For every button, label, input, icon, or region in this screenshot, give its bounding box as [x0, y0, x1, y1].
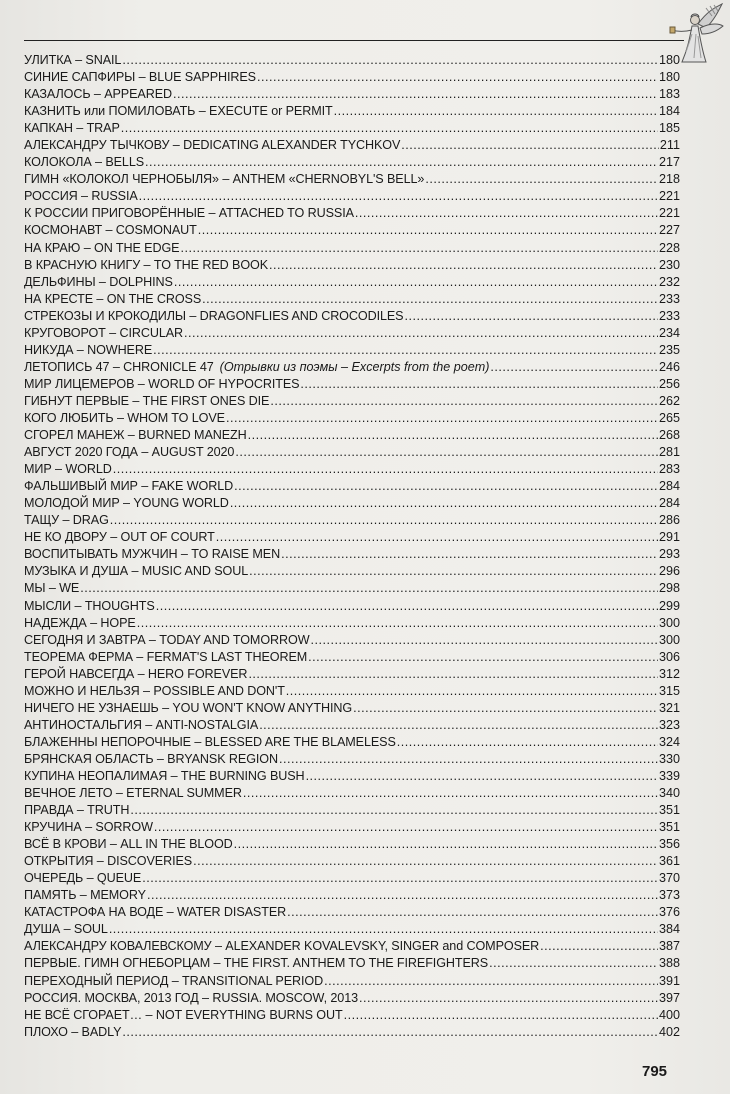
- toc-dot-leader: [226, 410, 658, 427]
- toc-dot-leader: [257, 69, 658, 86]
- toc-entry-title: МЫ – WE: [24, 581, 80, 596]
- toc-entry: [24, 973, 680, 990]
- toc-entry-page: 298: [658, 581, 680, 596]
- toc-entry-title: СЕГОДНЯ И ЗАВТРА – TODAY AND TOMORROW: [24, 632, 310, 647]
- toc-entry: [24, 512, 680, 529]
- toc-dot-leader: [355, 205, 658, 222]
- toc-entry: [24, 52, 680, 69]
- toc-entry-title: ГИМН «КОЛОКОЛ ЧЕРНОБЫЛЯ» – ANTHEM «CHERNOBYL'S BELL»: [24, 172, 425, 187]
- toc-dot-leader: [404, 308, 658, 325]
- toc-entry-page: 281: [658, 445, 680, 460]
- toc-entry-title: НИЧЕГО НЕ УЗНАЕШЬ – YOU WON'T KNOW ANYTHING: [24, 700, 353, 715]
- toc-entry-title: АВГУСТ 2020 ГОДА – AUGUST 2020: [24, 445, 235, 460]
- toc-entry-title: ФАЛЬШИВЫЙ МИР – FAKE WORLD: [24, 479, 234, 494]
- toc-entry-title: КОЛОКОЛА – BELLS: [24, 155, 145, 170]
- toc-entry-title: РОССИЯ – RUSSIA: [24, 189, 138, 204]
- toc-entry-title: СГОРЕЛ МАНЕЖ – BURNED MANEZH: [24, 428, 247, 443]
- toc-entry: [24, 802, 680, 819]
- toc-entry: [24, 717, 680, 734]
- toc-entry: [24, 632, 680, 649]
- toc-dot-leader: [311, 632, 658, 649]
- toc-entry-page: 262: [658, 393, 680, 408]
- toc-dot-leader: [235, 444, 658, 461]
- toc-entry-page: 185: [658, 121, 680, 136]
- toc-entry-title: ОЧЕРЕДЬ – QUEUE: [24, 871, 142, 886]
- toc-dot-leader: [139, 188, 658, 205]
- toc-dot-leader: [490, 359, 658, 376]
- toc-dot-leader: [248, 666, 658, 683]
- toc-entry: [24, 615, 680, 632]
- toc-entry: [24, 836, 680, 853]
- toc-entry-title: ВОСПИТЫВАТЬ МУЖЧИН – TO RAISE MEN: [24, 547, 281, 562]
- toc-entry: [24, 478, 680, 495]
- toc-entry: [24, 529, 680, 546]
- toc-entry: [24, 495, 680, 512]
- toc-entry-page: 227: [658, 223, 680, 238]
- toc-dot-leader: [287, 904, 658, 921]
- toc-entry-page: 384: [658, 922, 680, 937]
- toc-entry-page: 228: [658, 240, 680, 255]
- toc-entry-title: К РОССИИ ПРИГОВОРЁННЫЕ – ATTACHED TO RUSSIA: [24, 206, 354, 221]
- toc-entry-title: БЛАЖЕННЫ НЕПОРОЧНЫЕ – BLESSED ARE THE BLAMELESS: [24, 734, 396, 749]
- toc-dot-leader: [540, 938, 658, 955]
- toc-entry-title: КОГО ЛЮБИТЬ – WHOM TO LOVE: [24, 410, 225, 425]
- toc-entry: [24, 188, 680, 205]
- toc-dot-leader: [230, 495, 658, 512]
- toc-entry-title: ТЕОРЕМА ФЕРМА – FERMAT'S LAST THEOREM: [24, 649, 308, 664]
- toc-dot-leader: [234, 836, 658, 853]
- toc-entry: [24, 1024, 680, 1041]
- toc-entry-page: 234: [658, 325, 680, 340]
- header-rule: [24, 40, 684, 41]
- toc-entry-page: 265: [658, 410, 680, 425]
- toc-entry-title: ПАМЯТЬ – MEMORY: [24, 888, 146, 903]
- toc-entry: [24, 700, 680, 717]
- toc-entry-title: МИР – WORLD: [24, 462, 112, 477]
- toc-dot-leader: [153, 342, 658, 359]
- toc-entry-page: 268: [658, 428, 680, 443]
- toc-entry-page: 230: [658, 257, 680, 272]
- toc-entry-page: 300: [658, 632, 680, 647]
- toc-entry-title: ГЕРОЙ НАВСЕГДА – HERO FOREVER: [24, 666, 248, 681]
- toc-dot-leader: [324, 973, 658, 990]
- toc-entry-page: 299: [658, 598, 680, 613]
- toc-entry-title: НАДЕЖДА – HOPE: [24, 615, 136, 630]
- toc-dot-leader: [202, 291, 658, 308]
- toc-entry-page: 246: [658, 359, 680, 374]
- toc-entry-title: НИКУДА – NOWHERE: [24, 342, 153, 357]
- toc-entry-page: 402: [658, 1024, 680, 1039]
- toc-entry-title: АЛЕКСАНДРУ КОВАЛЕВСКОМУ – ALEXANDER KOVALEVSKY, SINGER and COMPOSER: [24, 939, 540, 954]
- toc-dot-leader: [353, 700, 658, 717]
- toc-entry-page: 356: [658, 837, 680, 852]
- toc-entry-title: КАЗАЛОСЬ – APPEARED: [24, 87, 172, 102]
- toc-dot-leader: [216, 529, 658, 546]
- toc-entry-title: ПЛОХО – BADLY: [24, 1024, 122, 1039]
- toc-entry: [24, 359, 680, 376]
- toc-entry-title: НЕ КО ДВОРУ – OUT OF COURT: [24, 530, 215, 545]
- toc-dot-leader: [198, 222, 658, 239]
- toc-entry-title: ВЕЧНОЕ ЛЕТО – ETERNAL SUMMER: [24, 786, 242, 801]
- toc-dot-leader: [154, 819, 658, 836]
- toc-dot-leader: [234, 478, 658, 495]
- toc-entry: [24, 171, 680, 188]
- toc-entry-page: 233: [658, 308, 680, 323]
- toc-entry-title: ЛЕТОПИСЬ 47 – CHRONICLE 47: [24, 359, 214, 374]
- toc-entry: [24, 205, 680, 222]
- toc-entry-page: 300: [658, 615, 680, 630]
- toc-entry-page: 351: [658, 820, 680, 835]
- toc-entry-page: 211: [659, 138, 680, 153]
- toc-dot-leader: [110, 512, 658, 529]
- toc-entry: [24, 240, 680, 257]
- toc-entry-page: 388: [658, 956, 680, 971]
- toc-entry-title: КАЗНИТЬ или ПОМИЛОВАТЬ – EXECUTE or PERMIT: [24, 104, 333, 119]
- toc-entry: [24, 904, 680, 921]
- toc-entry-title: НА КРАЮ – ON THE EDGE: [24, 240, 180, 255]
- toc-entry-title: ПЕРВЫЕ. ГИМН ОГНЕБОРЦАМ – THE FIRST. ANTHEM TO THE FIREFIGHTERS: [24, 956, 489, 971]
- toc-entry: [24, 734, 680, 751]
- toc-dot-leader: [281, 546, 658, 563]
- toc-entry: [24, 819, 680, 836]
- toc-dot-leader: [173, 86, 658, 103]
- toc-entry-title: ПЕРЕХОДНЫЙ ПЕРИОД – TRANSITIONAL PERIOD: [24, 973, 324, 988]
- toc-entry-page: 296: [658, 564, 680, 579]
- toc-entry: [24, 410, 680, 427]
- toc-entry: [24, 86, 680, 103]
- toc-entry-title: ОТКРЫТИЯ – DISCOVERIES: [24, 854, 193, 869]
- toc-entry: [24, 887, 680, 904]
- toc-entry: [24, 444, 680, 461]
- toc-entry-page: 293: [658, 547, 680, 562]
- toc-entry-title: СТРЕКОЗЫ И КРОКОДИЛЫ – DRAGONFLIES AND CROCODILES: [24, 308, 404, 323]
- toc-entry-page: 387: [658, 939, 680, 954]
- toc-entry-page: 323: [658, 717, 680, 732]
- toc-dot-leader: [243, 785, 658, 802]
- toc-entry: [24, 785, 680, 802]
- table-of-contents: [24, 52, 680, 1041]
- toc-entry-page: 397: [658, 990, 680, 1005]
- toc-entry-page: 284: [658, 479, 680, 494]
- toc-entry-page: 391: [658, 973, 680, 988]
- toc-entry-page: 312: [658, 666, 680, 681]
- toc-dot-leader: [248, 427, 658, 444]
- toc-dot-leader: [344, 1007, 658, 1024]
- toc-entry-title: НА КРЕСТЕ – ON THE CROSS: [24, 291, 202, 306]
- page-number: 795: [642, 1063, 668, 1080]
- toc-dot-leader: [269, 257, 658, 274]
- toc-entry: [24, 376, 680, 393]
- toc-dot-leader: [359, 990, 658, 1007]
- toc-dot-leader: [279, 751, 658, 768]
- toc-dot-leader: [142, 870, 658, 887]
- toc-entry-title: МЫСЛИ – THOUGHTS: [24, 598, 155, 613]
- toc-entry: [24, 274, 680, 291]
- toc-entry: [24, 853, 680, 870]
- toc-entry-page: 321: [658, 700, 680, 715]
- toc-entry: [24, 580, 680, 597]
- toc-dot-leader: [308, 649, 658, 666]
- toc-dot-leader: [397, 734, 658, 751]
- toc-entry-title: КАПКАН – TRAP: [24, 121, 120, 136]
- toc-entry-title: ТАЩУ – DRAG: [24, 513, 109, 528]
- toc-entry-page: 235: [658, 342, 680, 357]
- toc-dot-leader: [259, 717, 658, 734]
- toc-dot-leader: [401, 137, 659, 154]
- toc-entry-page: 180: [658, 53, 680, 67]
- toc-dot-leader: [270, 393, 658, 410]
- toc-entry-page: 180: [658, 70, 680, 85]
- toc-dot-leader: [425, 171, 658, 188]
- toc-entry: [24, 990, 680, 1007]
- toc-entry-title: КРУГОВОРОТ – CIRCULAR: [24, 325, 184, 340]
- toc-entry-title: КОСМОНАВТ – COSMONAUT: [24, 223, 197, 238]
- toc-entry: [24, 461, 680, 478]
- toc-entry-page: 256: [658, 376, 680, 391]
- toc-entry-title: МОЖНО И НЕЛЬЗЯ – POSSIBLE AND DON'T: [24, 683, 285, 698]
- toc-entry-page: 184: [658, 104, 680, 119]
- toc-entry: [24, 649, 680, 666]
- toc-entry-title: НЕ ВСЁ СГОРАЕТ… – NOT EVERYTHING BURNS OUT: [24, 1007, 343, 1022]
- toc-dot-leader: [489, 955, 658, 972]
- toc-dot-leader: [334, 103, 658, 120]
- toc-entry: [24, 120, 680, 137]
- toc-entry-page: 361: [658, 854, 680, 869]
- toc-entry-title: МОЛОДОЙ МИР – YOUNG WORLD: [24, 496, 229, 511]
- toc-entry: [24, 308, 680, 325]
- toc-entry: [24, 325, 680, 342]
- toc-entry: [24, 342, 680, 359]
- toc-entry-page: 370: [658, 871, 680, 886]
- toc-entry-page: 217: [658, 155, 680, 170]
- toc-entry-page: 183: [658, 87, 680, 102]
- toc-entry: [24, 955, 680, 972]
- toc-entry-page: 306: [658, 649, 680, 664]
- toc-entry-title: ДЕЛЬФИНЫ – DOLPHINS: [24, 274, 173, 289]
- toc-entry-page: 284: [658, 496, 680, 511]
- toc-dot-leader: [121, 120, 658, 137]
- toc-entry: [24, 546, 680, 563]
- toc-dot-leader: [249, 563, 658, 580]
- toc-entry-page: 339: [658, 768, 680, 783]
- toc-entry-title: СИНИЕ САПФИРЫ – BLUE SAPPHIRES: [24, 70, 256, 85]
- toc-entry-page: 291: [658, 530, 680, 545]
- toc-dot-leader: [180, 240, 658, 257]
- toc-entry-title: В КРАСНУЮ КНИГУ – TO THE RED BOOK: [24, 257, 269, 272]
- toc-entry: [24, 1007, 680, 1024]
- toc-entry-title: ПРАВДА – TRUTH: [24, 803, 130, 818]
- toc-entry-page: 330: [658, 751, 680, 766]
- toc-entry-page: 400: [658, 1007, 680, 1022]
- toc-dot-leader: [184, 325, 658, 342]
- toc-entry: [24, 291, 680, 308]
- toc-dot-leader: [122, 52, 658, 69]
- toc-dot-leader: [145, 154, 658, 171]
- toc-entry-page: 232: [658, 274, 680, 289]
- toc-entry-page: 233: [658, 291, 680, 306]
- toc-entry-title: МИР ЛИЦЕМЕРОВ – WORLD OF HYPOCRITES: [24, 376, 300, 391]
- toc-dot-leader: [174, 274, 658, 291]
- toc-entry: [24, 69, 680, 86]
- toc-dot-leader: [130, 802, 658, 819]
- toc-entry-page: 373: [658, 888, 680, 903]
- toc-entry: [24, 683, 680, 700]
- toc-entry-page: 221: [658, 189, 680, 204]
- toc-dot-leader: [122, 1024, 658, 1041]
- toc-entry: [24, 393, 680, 410]
- toc-entry-page: 376: [658, 905, 680, 920]
- toc-dot-leader: [306, 768, 658, 785]
- toc-entry: [24, 598, 680, 615]
- toc-entry-title: УЛИТКА – SNAIL: [24, 53, 122, 67]
- toc-dot-leader: [113, 461, 658, 478]
- toc-dot-leader: [193, 853, 658, 870]
- toc-entry-note: (Отрывки из поэмы – Excerpts from the poem): [219, 359, 490, 374]
- toc-entry: [24, 257, 680, 274]
- toc-entry-title: КУПИНА НЕОПАЛИМАЯ – THE BURNING BUSH: [24, 768, 305, 783]
- toc-entry-page: 283: [658, 462, 680, 477]
- toc-dot-leader: [286, 683, 658, 700]
- toc-dot-leader: [300, 376, 658, 393]
- toc-entry-title: КРУЧИНА – SORROW: [24, 820, 153, 835]
- toc-entry: [24, 768, 680, 785]
- toc-entry-title: МУЗЫКА И ДУША – MUSIC AND SOUL: [24, 564, 249, 579]
- toc-dot-leader: [156, 598, 658, 615]
- toc-entry-title: АНТИНОСТАЛЬГИЯ – ANTI-NOSTALGIA: [24, 717, 259, 732]
- toc-dot-leader: [109, 921, 658, 938]
- toc-entry-title: БРЯНСКАЯ ОБЛАСТЬ – BRYANSK REGION: [24, 751, 278, 766]
- toc-entry: [24, 427, 680, 444]
- toc-entry-page: 218: [658, 172, 680, 187]
- toc-entry: [24, 870, 680, 887]
- toc-entry: [24, 103, 680, 120]
- toc-entry-title: РОССИЯ. МОСКВА, 2013 ГОД – RUSSIA. MOSCOW, 2013: [24, 990, 358, 1005]
- toc-entry-title: КАТАСТРОФА НА ВОДЕ – WATER DISASTER: [24, 905, 287, 920]
- toc-entry: [24, 938, 680, 955]
- toc-dot-leader: [147, 887, 658, 904]
- toc-entry-page: 351: [658, 803, 680, 818]
- toc-entry-title: ДУША – SOUL: [24, 922, 108, 937]
- toc-entry-page: 286: [658, 513, 680, 528]
- toc-entry: [24, 921, 680, 938]
- toc-entry-page: 315: [658, 683, 680, 698]
- toc-entry: [24, 137, 680, 154]
- toc-dot-leader: [80, 580, 658, 597]
- toc-entry-page: 340: [658, 786, 680, 801]
- toc-entry: [24, 222, 680, 239]
- toc-entry: [24, 751, 680, 768]
- toc-entry-page: 324: [658, 734, 680, 749]
- toc-entry: [24, 563, 680, 580]
- toc-entry-title: ГИБНУТ ПЕРВЫЕ – THE FIRST ONES DIE: [24, 393, 270, 408]
- toc-dot-leader: [137, 615, 658, 632]
- toc-entry: [24, 154, 680, 171]
- toc-entry-title: АЛЕКСАНДРУ ТЫЧКОВУ – DEDICATING ALEXANDER TYCHKOV: [24, 138, 401, 153]
- toc-entry-page: 221: [658, 206, 680, 221]
- toc-entry-title: ВСЁ В КРОВИ – ALL IN THE BLOOD: [24, 837, 233, 852]
- toc-entry: [24, 666, 680, 683]
